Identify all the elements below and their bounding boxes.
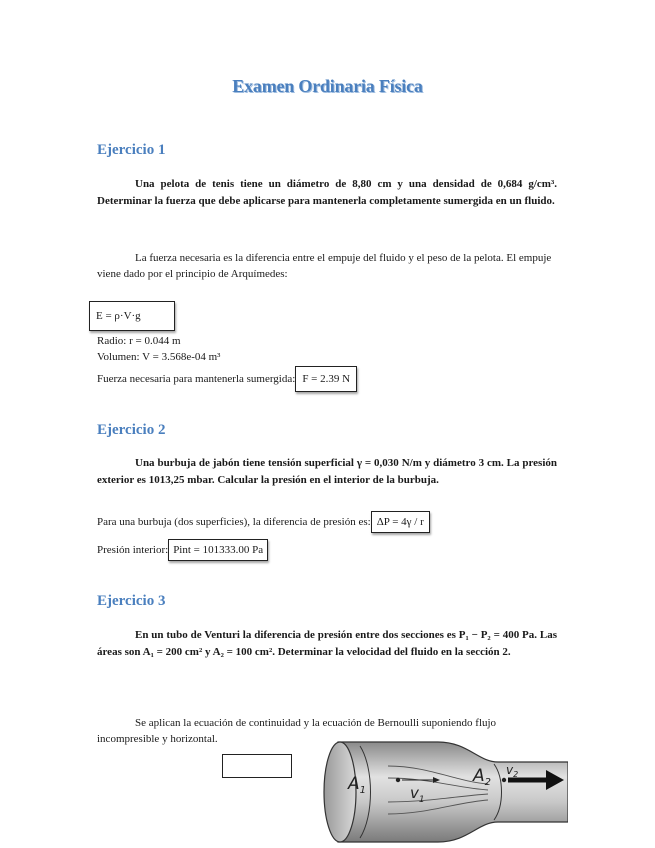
fluid-particle-1 (396, 778, 400, 782)
exercise-2-statement-text: Una burbuja de jabón tiene tensión superficial γ = 0,030 N/m y diámetro 3 cm. La presión exterior es 1013,25 mbar. Calcular la presión en el interior de la burbuja. (97, 457, 557, 486)
pressure-difference-label: Para una burbuja (dos superficies), la diferencia de presión es: (97, 516, 371, 528)
venturi-tube-diagram (318, 738, 568, 848)
fluid-particle-2 (502, 778, 506, 782)
internal-pressure-result-box: Pint = 101333.00 Pa (168, 539, 268, 561)
exercise-3-statement-text: En un tubo de Venturi la diferencia de presión entre dos secciones es P₁ − P₂ = 400 Pa. Las áreas son A₁ = 200 cm² y A₂ = 100 cm². Determinar la velocidad del fluido en la sección 2. (97, 629, 557, 658)
force-label: Fuerza necesaria para mantenerla sumergida: (97, 373, 296, 385)
exercise-2-heading: Ejercicio 2 (97, 422, 166, 438)
internal-pressure-label: Presión interior: (97, 544, 169, 556)
exercise-1-explanation-text: La fuerza necesaria es la diferencia entre el empuje del fluido y el peso de la pelota. El empuje viene dado por el principio de Arquímedes: (97, 252, 552, 280)
force-result-box: F = 2.39 N (295, 366, 357, 392)
pressure-difference-line (97, 511, 430, 533)
exercise-1-statement-text: Una pelota de tenis tiene un diámetro de 8,80 cm y una densidad de 0,684 g/cm³. Determinar la fuerza que debe aplicarse para mantenerla completamente sumergida en un fluido. (97, 178, 557, 207)
area-1-label: $A_1$ (348, 774, 367, 796)
exercise-1-explanation (97, 250, 557, 282)
exercise-3-explanation-text: Se aplican la ecuación de continuidad y la ecuación de Bernoulli suponiendo flujo incompresible y horizontal. (97, 717, 497, 745)
answer-box (222, 754, 292, 778)
force-line (97, 366, 357, 392)
exercise-2-statement (97, 455, 557, 489)
internal-pressure-line (97, 539, 268, 561)
area-2-label: $A_2$ (473, 766, 492, 788)
pressure-difference-formula-box: ΔP = 4γ / r (371, 511, 430, 533)
velocity-2-label: $v_2$ (506, 763, 519, 779)
exercise-3-heading: Ejercicio 3 (97, 593, 166, 609)
venturi-tube-body (338, 742, 568, 842)
exercise-1-statement (97, 176, 557, 210)
radius-line: Radio: r = 0.044 m (97, 335, 181, 347)
exercise-3-statement (97, 627, 557, 661)
velocity-1-label: $v_1$ (410, 784, 425, 805)
exercise-1-heading: Ejercicio 1 (97, 142, 166, 158)
page-title: Examen Ordinaria Física (232, 76, 423, 96)
volume-line: Volumen: V = 3.568e-04 m³ (97, 351, 221, 363)
archimedes-formula-box: E = ρ·V·g (89, 301, 175, 331)
